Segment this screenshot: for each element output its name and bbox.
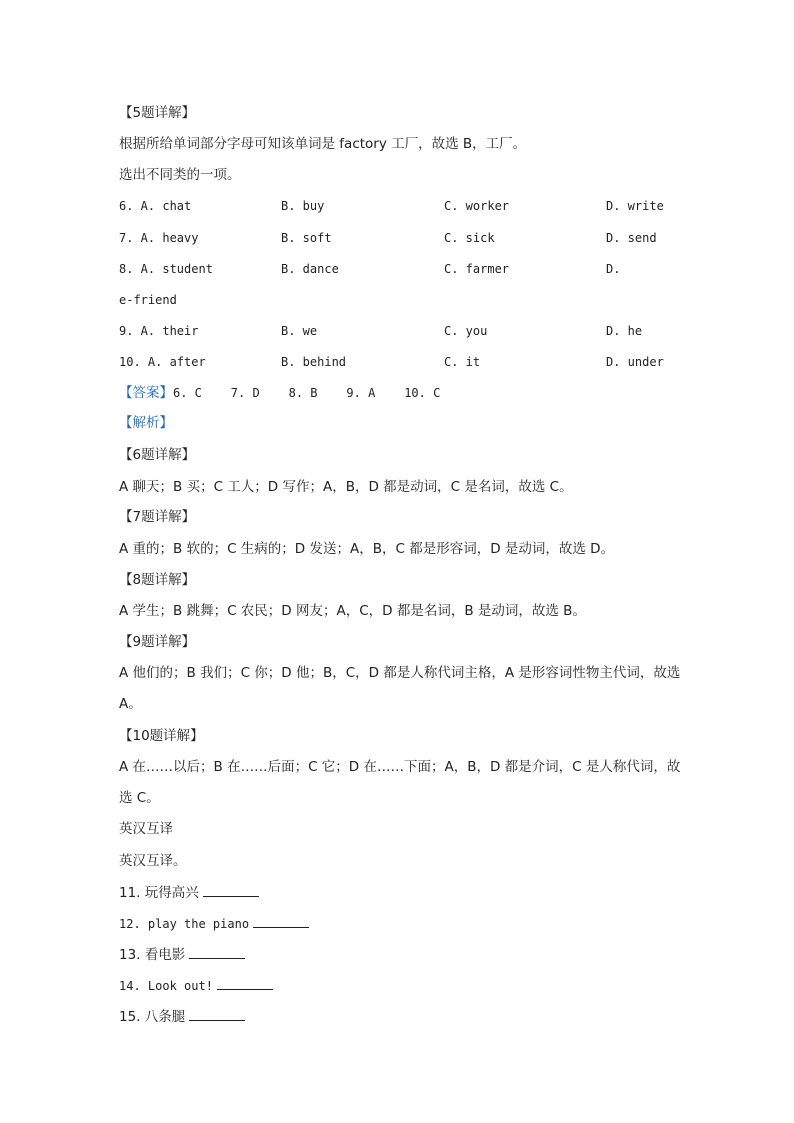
translate-instruction: 英汉互译。: [119, 853, 187, 869]
q8-option-a: 8. A. student: [119, 262, 213, 276]
q7-detail-text: A 重的；B 软的；C 生病的；D 发送；A，B，C 都是形容词，D 是动词，故选 D。: [119, 541, 615, 557]
translate-item-15-text: 15. 八条腿: [119, 1009, 186, 1025]
answer-line: [119, 384, 440, 402]
q8-option-b: B. dance: [281, 262, 339, 276]
q6-option-c: C. worker: [444, 199, 510, 213]
q8-option-d-wrap: e-friend: [119, 293, 177, 307]
q9-option-c: C. you: [444, 324, 488, 338]
q10-option-c: C. it: [444, 355, 481, 369]
q9-option-a: 9. A. their: [119, 324, 199, 338]
q9-detail-text: A 他们的；B 我们；C 你；D 他；B，C，D 都是人称代词主格，A 是形容词性物主代词，故选: [119, 665, 681, 681]
q7-option-a: 7. A. heavy: [119, 231, 199, 245]
translate-item-13-text: 13. 看电影: [119, 947, 186, 963]
answer-blank: [217, 977, 273, 990]
translate-item-12-text: 12. play the piano: [119, 917, 250, 931]
q6-detail-text: A 聊天；B 买；C 工人；D 写作；A，B，D 都是动词，C 是名词，故选 C。: [119, 479, 573, 495]
answer-blank: [253, 915, 309, 928]
q8-detail-text: A 学生；B 跳舞；C 农民；D 网友；A，C，D 都是名词，B 是动词，故选 B。: [119, 603, 586, 619]
q9-detail-header: 【9题详解】: [119, 634, 196, 650]
translate-item-11: [119, 884, 259, 902]
translate-item-13: [119, 946, 245, 964]
q5-header: 【5题详解】: [119, 105, 196, 121]
translate-item-14-text: 14. Look out!: [119, 979, 213, 993]
q10-detail-header: 【10题详解】: [119, 728, 204, 744]
translate-item-15: [119, 1008, 245, 1026]
q9-option-b: B. we: [281, 324, 318, 338]
answer-blank: [189, 1008, 245, 1021]
odd-one-out-instruction: 选出不同类的一项。: [119, 167, 241, 183]
translate-section-title: 英汉互译: [119, 821, 173, 837]
q10-detail-text: A 在……以后；B 在……后面；C 它；D 在……下面；A，B，D 都是介词，C 是人称代词，故: [119, 759, 681, 775]
q6-option-d: D. write: [606, 199, 664, 213]
analysis-label: 【解析】: [119, 415, 173, 431]
q9-detail-text-cont: A。: [119, 696, 142, 712]
q6-option-b: B. buy: [281, 199, 325, 213]
answer-values: 6. C 7. D 8. B 9. A 10. C: [173, 386, 441, 400]
translate-item-11-text: 11. 玩得高兴: [119, 885, 199, 901]
q10-option-d: D. under: [606, 355, 664, 369]
q5-explanation: 根据所给单词部分字母可知该单词是 factory 工厂，故选 B，工厂。: [119, 136, 527, 152]
q10-detail-text-cont: 选 C。: [119, 790, 160, 806]
q10-option-b: B. behind: [281, 355, 347, 369]
answer-blank: [189, 946, 245, 959]
q8-detail-header: 【8题详解】: [119, 572, 196, 588]
q7-option-d: D. send: [606, 231, 657, 245]
q8-option-d: D.: [606, 262, 621, 276]
q9-option-d: D. he: [606, 324, 643, 338]
q6-option-a: 6. A. chat: [119, 199, 192, 213]
q7-detail-header: 【7题详解】: [119, 509, 196, 525]
q7-option-b: B. soft: [281, 231, 332, 245]
q8-option-c: C. farmer: [444, 262, 510, 276]
q10-option-a: 10. A. after: [119, 355, 206, 369]
answer-blank: [203, 884, 259, 897]
q7-option-c: C. sick: [444, 231, 495, 245]
q6-detail-header: 【6题详解】: [119, 447, 196, 463]
translate-item-14: [119, 977, 273, 995]
translate-item-12: [119, 915, 309, 933]
answer-label: 【答案】: [119, 385, 173, 401]
